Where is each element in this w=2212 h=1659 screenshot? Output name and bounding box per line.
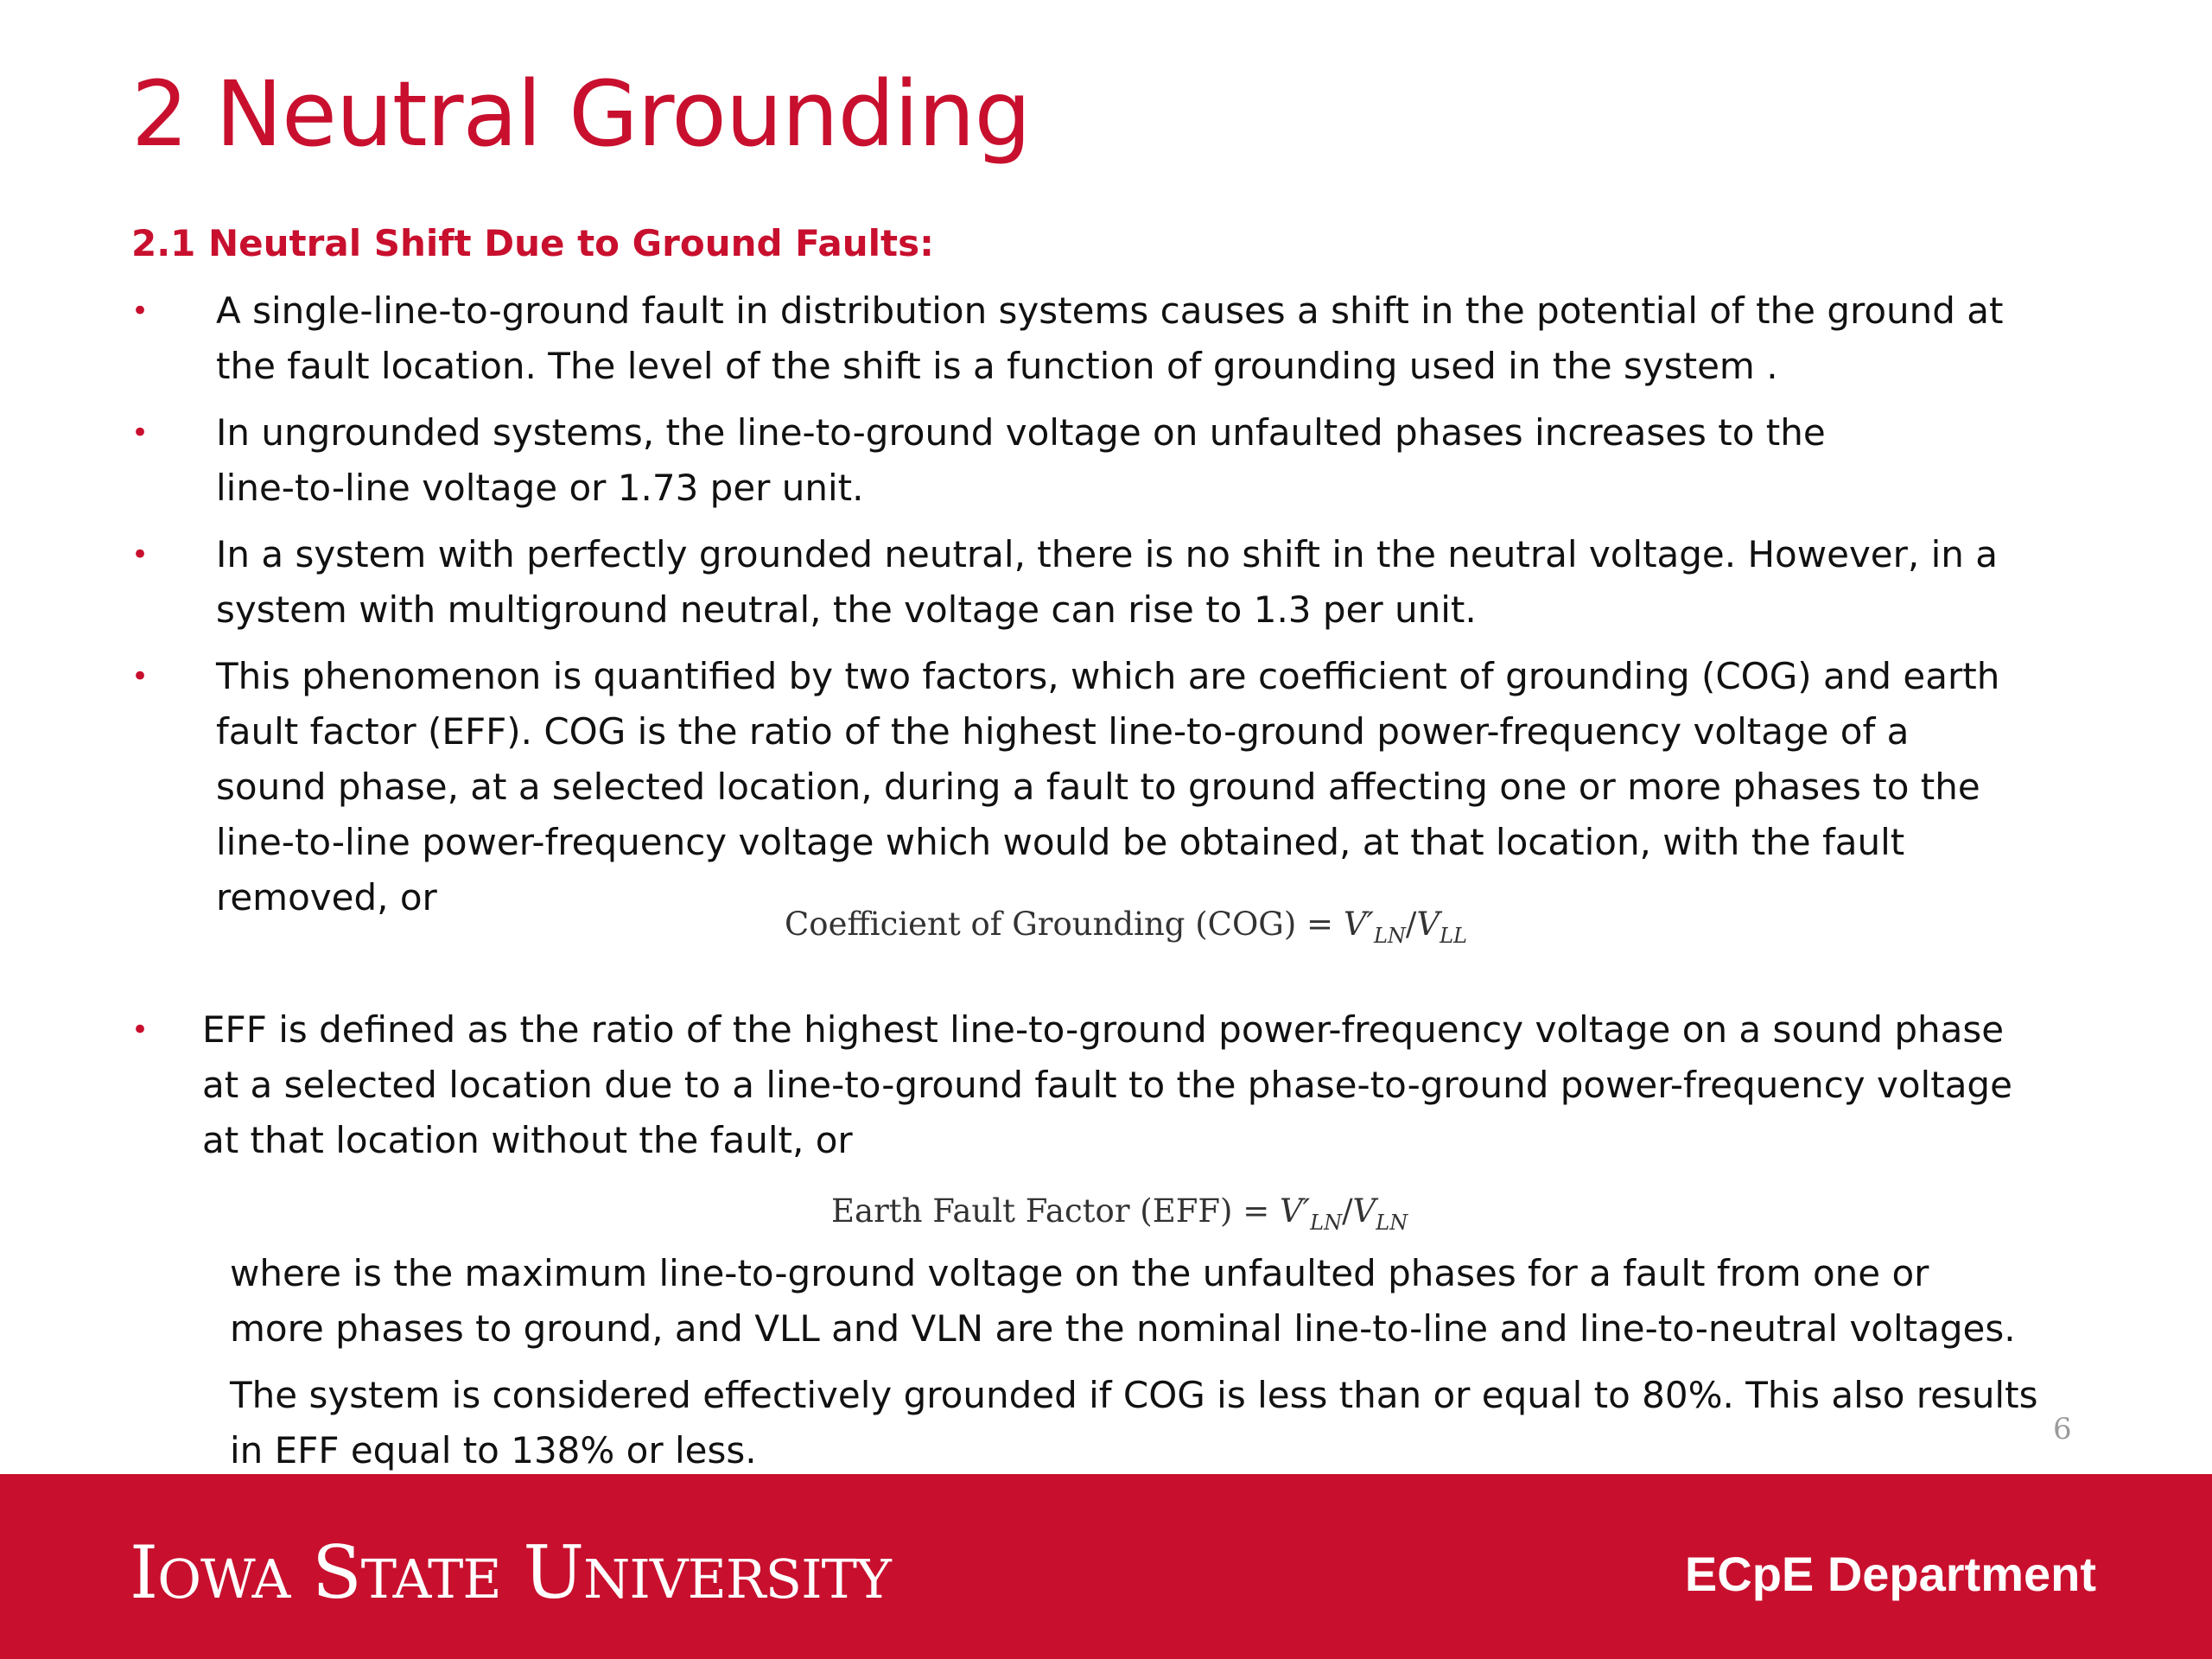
bullet-marker: • bbox=[131, 1013, 149, 1047]
cog-formula bbox=[785, 904, 1467, 948]
bullet-marker: • bbox=[131, 537, 149, 572]
bullet-line: system with multiground neutral, the voltage can rise to 1.3 per unit. bbox=[216, 588, 1477, 631]
bullet-line: fault factor (EFF). COG is the ratio of the highest line-to-ground power-frequency voltage of a bbox=[216, 710, 1910, 753]
bullet-line: sound phase, at a selected location, during a fault to ground affecting one or more phases to the bbox=[216, 766, 1980, 808]
bullet-line: removed, or bbox=[216, 876, 437, 918]
bullet-line: the fault location. The level of the shift is a function of grounding used in the system . bbox=[216, 345, 1778, 387]
bullet-marker: • bbox=[131, 659, 149, 694]
footer-bar bbox=[0, 1474, 2212, 1659]
bullet-line: In a system with perfectly grounded neutral, there is no shift in the neutral voltage. However, in a bbox=[216, 533, 1998, 575]
cog-numerator: V′ bbox=[1343, 906, 1374, 943]
cog-separator: / bbox=[1405, 906, 1417, 943]
paragraph-line: where is the maximum line-to-ground voltage on the unfaulted phases for a fault from one or bbox=[230, 1252, 1929, 1294]
paragraph-line: in EFF equal to 138% or less. bbox=[230, 1429, 757, 1471]
paragraph-line: The system is considered effectively grounded if COG is less than or equal to 80%. This also results bbox=[230, 1374, 2038, 1416]
bullet-item-4 bbox=[216, 649, 1999, 925]
cog-denominator-sub: LL bbox=[1440, 924, 1467, 948]
cog-numerator-sub: LN bbox=[1373, 924, 1406, 948]
bullet-item-3 bbox=[216, 527, 1998, 638]
paragraph-line: more phases to ground, and VLL and VLN are the nominal line-to-line and line-to-neutral voltages. bbox=[230, 1307, 2016, 1350]
eff-denominator: V bbox=[1352, 1192, 1376, 1230]
cog-denominator: V bbox=[1416, 906, 1440, 943]
bullet-line: This phenomenon is quantified by two factors, which are coefficient of grounding (COG) and earth bbox=[216, 655, 2000, 697]
bullet-line: at a selected location due to a line-to-ground fault to the phase-to-ground power-frequency voltage bbox=[202, 1064, 2012, 1106]
eff-denominator-sub: LN bbox=[1376, 1211, 1408, 1235]
bullet-marker: • bbox=[131, 294, 149, 328]
bullet-item-5 bbox=[202, 1002, 2012, 1168]
bullet-item-2 bbox=[216, 405, 1826, 516]
bullet-line: line-to-line power-frequency voltage which would be obtained, at that location, with the fault bbox=[216, 821, 1905, 863]
bullet-line: EFF is defined as the ratio of the highest line-to-ground power-frequency voltage on a sound phase bbox=[202, 1008, 2005, 1051]
bullet-line: at that location without the fault, or bbox=[202, 1119, 853, 1161]
bullet-marker: • bbox=[131, 416, 149, 450]
bullet-line: A single-line-to-ground fault in distribution systems causes a shift in the potential of the ground at bbox=[216, 289, 2004, 332]
cog-formula-label: Coefficient of Grounding (COG) = bbox=[785, 906, 1344, 943]
university-logo: IOWA STATE UNIVERSITY bbox=[130, 1530, 891, 1615]
eff-numerator-sub: LN bbox=[1310, 1211, 1343, 1235]
page-number: 6 bbox=[2053, 1412, 2072, 1446]
bullet-line: In ungrounded systems, the line-to-ground voltage on unfaulted phases increases to the bbox=[216, 411, 1826, 454]
eff-formula-label: Earth Fault Factor (EFF) = bbox=[831, 1192, 1281, 1230]
section-heading: 2.1 Neutral Shift Due to Ground Faults: bbox=[131, 222, 934, 264]
conclusion-paragraph bbox=[230, 1368, 2037, 1478]
bullet-line: line-to-line voltage or 1.73 per unit. bbox=[216, 467, 864, 509]
eff-formula bbox=[831, 1191, 1408, 1235]
department-label: ECpE Department bbox=[1684, 1547, 2096, 1601]
slide-title: 2 Neutral Grounding bbox=[131, 61, 1031, 167]
bullet-item-1 bbox=[216, 283, 2004, 394]
eff-numerator: V′ bbox=[1280, 1192, 1311, 1230]
where-paragraph bbox=[230, 1246, 2016, 1357]
eff-separator: / bbox=[1342, 1192, 1353, 1230]
